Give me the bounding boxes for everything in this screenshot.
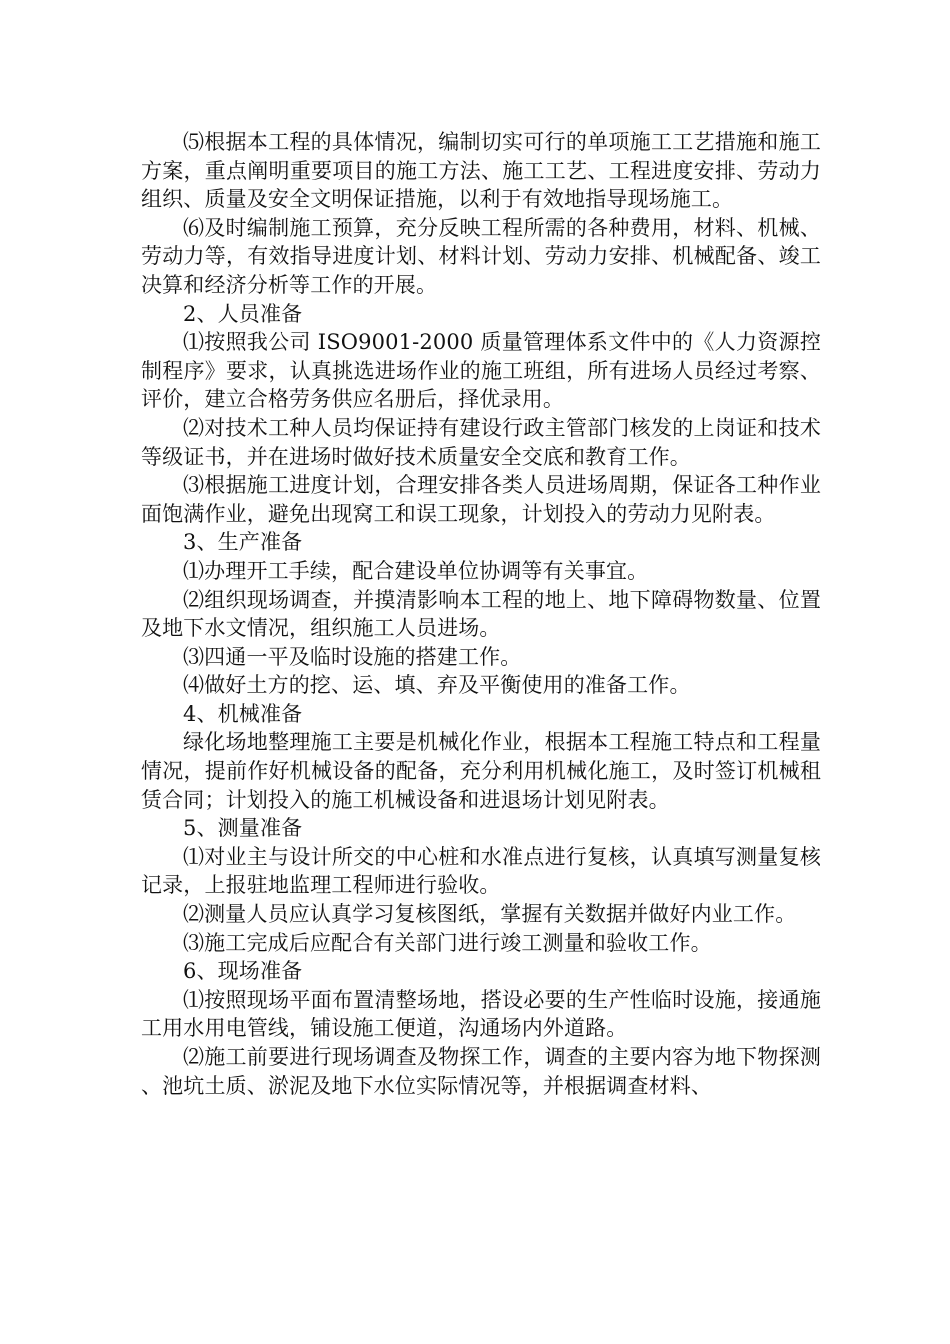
paragraph-production-3: ⑶四通一平及临时设施的搭建工作。: [183, 644, 522, 669]
section-heading-site: 6、现场准备: [183, 959, 303, 984]
document-body: [141, 128, 821, 1100]
paragraph-personnel-2: ⑵对技术工种人员均保证持有建设行政主管部门核发的上岗证和技术等级证书，并在进场时做好技术质量安全交底和教育工作。: [141, 415, 821, 469]
section-heading-survey: 5、测量准备: [183, 816, 303, 841]
paragraph-site-1: ⑴按照现场平面布置清整场地，搭设必要的生产性临时设施，接通施工用水用电管线，铺设施工便道，沟通场内外道路。: [141, 987, 821, 1041]
paragraph-item-5: ⑸根据本工程的具体情况，编制切实可行的单项施工工艺措施和施工方案，重点阐明重要项目的施工方法、施工工艺、工程进度安排、劳动力组织、质量及安全文明保证措施，以利于有效地指导现场施工。: [141, 130, 821, 212]
paragraph-survey-2: ⑵测量人员应认真学习复核图纸，掌握有关数据并做好内业工作。: [183, 902, 797, 927]
paragraph-production-1: ⑴办理开工手续，配合建设单位协调等有关事宜。: [183, 558, 649, 583]
paragraph-production-4: ⑷做好土方的挖、运、填、弃及平衡使用的准备工作。: [183, 673, 691, 698]
paragraph-item-6: ⑹及时编制施工预算，充分反映工程所需的各种费用，材料、机械、劳动力等，有效指导进度计划、材料计划、劳动力安排、机械配备、竣工决算和经济分析等工作的开展。: [141, 215, 821, 297]
paragraph-production-2: ⑵组织现场调查，并摸清影响本工程的地上、地下障碍物数量、位置及地下水文情况，组织施工人员进场。: [141, 587, 821, 641]
paragraph-machinery: 绿化场地整理施工主要是机械化作业，根据本工程施工特点和工程量情况，提前作好机械设备的配备，充分利用机械化施工，及时签订机械租赁合同；计划投入的施工机械设备和进退场计划见附表。: [141, 730, 821, 812]
paragraph-site-2: ⑵施工前要进行现场调查及物探工作，调查的主要内容为地下物探测、池坑土质、淤泥及地下水位实际情况等，并根据调查材料、: [141, 1045, 821, 1098]
section-heading-personnel: 2、人员准备: [183, 301, 303, 326]
section-heading-machinery: 4、机械准备: [183, 701, 303, 726]
paragraph-personnel-1: ⑴按照我公司 ISO9001-2000 质量管理体系文件中的《人力资源控制程序》要求，认真挑选进场作业的施工班组，所有进场人员经过考察、评价，建立合格劳务供应名册后，择优录用。: [141, 330, 821, 412]
paragraph-survey-1: ⑴对业主与设计所交的中心桩和水准点进行复核，认真填写测量复核记录，上报驻地监理工程师进行验收。: [141, 844, 821, 898]
paragraph-personnel-3: ⑶根据施工进度计划，合理安排各类人员进场周期，保证各工种作业面饱满作业，避免出现窝工和误工现象，计划投入的劳动力见附表。: [141, 473, 821, 526]
paragraph-survey-3: ⑶施工完成后应配合有关部门进行竣工测量和验收工作。: [183, 930, 712, 955]
section-heading-production: 3、生产准备: [183, 530, 303, 555]
